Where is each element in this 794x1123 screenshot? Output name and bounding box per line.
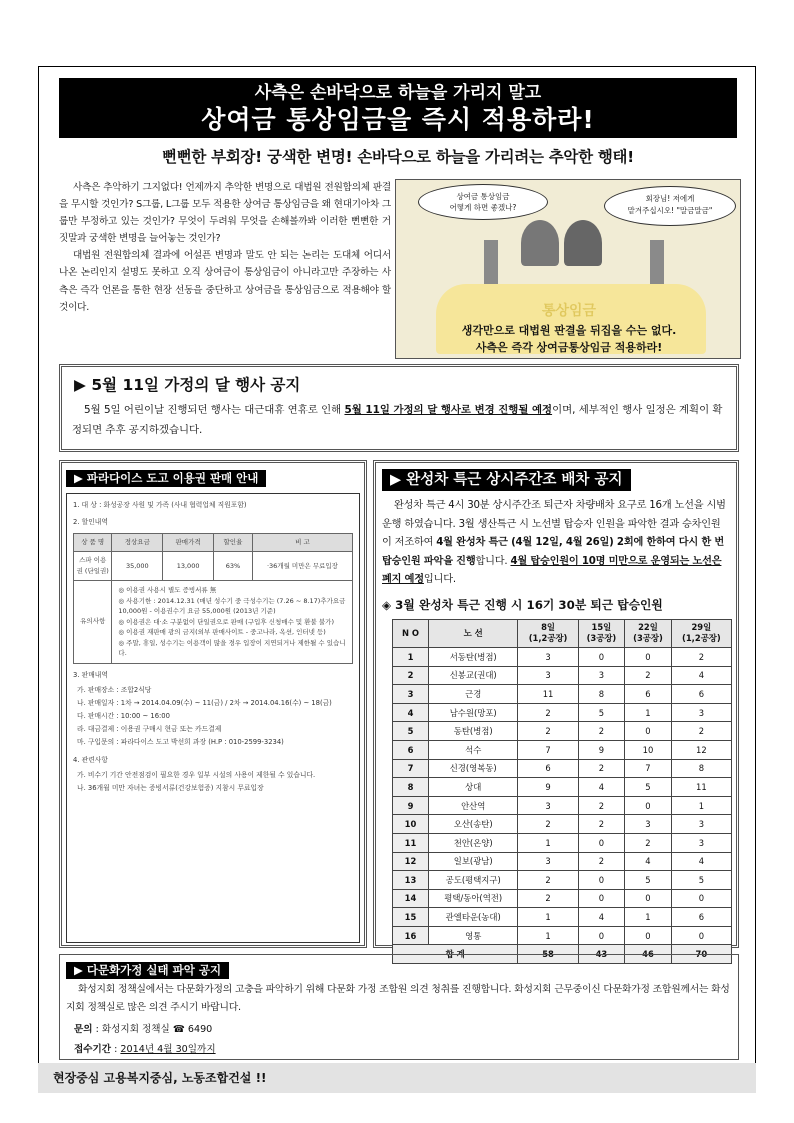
rider-count: 4 — [578, 908, 625, 927]
rider-count: 0 — [625, 926, 672, 945]
rider-count: 9 — [518, 778, 578, 797]
rider-count: 2 — [518, 703, 578, 722]
table-row — [393, 833, 732, 852]
rider-count: 1 — [518, 908, 578, 927]
table-row — [393, 852, 732, 871]
route-number: 9 — [393, 796, 429, 815]
rider-count: 3 — [671, 815, 731, 834]
bus-body: 완성차 특근 4시 30분 상시주간조 퇴근자 차량배차 요구로 16개 노선을 시범운행 하였습니다. 3월 생산특근 시 노선별 탑승자 인원을 파악한 결과 승차인원이 저조하여 4월 완성차 특근 (4월 12일, 4월 26일) 2회에 한하여 다시 한 번 탑승인원 파악을 진행합니다. 4월 탑승인원이 10명 미만으로 운영되는 노선은 폐지 예정입니다. — [382, 500, 726, 586]
route-number: 4 — [393, 703, 429, 722]
table-row — [393, 926, 732, 945]
route-number: 11 — [393, 833, 429, 852]
rider-count: 0 — [578, 833, 625, 852]
rider-count: 6 — [671, 908, 731, 927]
rider-count: 0 — [671, 926, 731, 945]
rider-count: 2 — [671, 647, 731, 666]
rider-count: 2 — [671, 722, 731, 741]
rider-count: 3 — [625, 815, 672, 834]
rider-count: 1 — [625, 908, 672, 927]
route-number: 8 — [393, 778, 429, 797]
newsletter-page — [38, 66, 756, 1078]
rider-count: 6 — [671, 685, 731, 704]
route-number: 12 — [393, 852, 429, 871]
rider-count: 6 — [625, 685, 672, 704]
paradise-ticket-notice — [59, 460, 367, 948]
table-row — [393, 815, 732, 834]
rider-count: 2 — [578, 852, 625, 871]
related-list: 가. 비수기 기간 안전점검이 필요한 경우 일부 시설의 사용이 제한될 수 있습니다. 나. 36개월 미만 자녀는 증빙서류(건강보험증) 지참시 무료입장 — [77, 770, 316, 792]
paradise-item-4: 4. 관련사항 — [73, 755, 108, 764]
route-name: 공도(평택지구) — [429, 871, 518, 890]
table-row — [393, 685, 732, 704]
headline-banner — [59, 78, 737, 138]
desk-plate-text: 통상임금 — [541, 303, 597, 319]
rider-count: 11 — [671, 778, 731, 797]
route-name: 관엘타운(농대) — [429, 908, 518, 927]
speech-bubble-left: 상여금 통상임금 어떻게 하면 좋겠나? — [418, 184, 548, 220]
route-number: 1 — [393, 647, 429, 666]
route-name: 신경(영복동) — [429, 759, 518, 778]
rider-count: 2 — [578, 815, 625, 834]
multicultural-notice — [59, 954, 739, 1060]
route-number: 16 — [393, 926, 429, 945]
route-number: 3 — [393, 685, 429, 704]
rider-count: 10 — [625, 740, 672, 759]
speech-bubble-right: 회장님! 저에게 맡겨주십시오! "말금말금" — [604, 186, 736, 226]
route-name: 신봉교(권대) — [429, 666, 518, 685]
rider-count: 0 — [578, 926, 625, 945]
route-name: 서동탄(병점) — [429, 647, 518, 666]
paradise-document — [66, 493, 360, 943]
route-number: 2 — [393, 666, 429, 685]
rider-count: 3 — [671, 703, 731, 722]
route-number: 7 — [393, 759, 429, 778]
intro-paragraph-1: 사측은 추악하기 그지없다! 언제까지 추악한 변명으로 대법원 전원합의체 판결을 무시할 것인가? S그룹, L그룹 모두 적용한 상여금 통상임금을 왜 현대기아차 그룹만 부정하고 있는 것인가? 무엇이 두려워 무엇을 손해볼까봐 이러한 뻔뻔한 거짓말과 궁색한 변명을 늘어놓는 것인가? — [59, 182, 391, 245]
route-name: 일보(광남) — [429, 852, 518, 871]
rider-count: 3 — [578, 666, 625, 685]
rider-count: 12 — [671, 740, 731, 759]
footer-slogan: 현장중심 고용복지중심, 노동조합건설 !! — [38, 1063, 756, 1093]
cartoon-caption: 생각만으로 대법원 판결을 뒤집을 수는 없다. 사측은 즉각 상여금통상임금 적용하라! — [461, 324, 677, 354]
rider-count: 1 — [625, 703, 672, 722]
rider-count: 5 — [625, 778, 672, 797]
rider-count: 7 — [625, 759, 672, 778]
sales-list: 가. 판매장소 : 조합2식당 나. 판매일자 : 1차 → 2014.04.09(수) ~ 11(금) / 2차 → 2014.04.16(수) ~ 18(금) 다. 판매시간 : 10:00 ~ 16:00 라. 대금결제 : 이용권 구매시 현금 또는 카드결제 마. 구입문의 : 파라다이스 도고 박선희 과장 (H.P : 010-2599-3234) — [77, 685, 332, 746]
rider-count: 2 — [518, 889, 578, 908]
route-name: 상대 — [429, 778, 518, 797]
rider-count: 0 — [625, 647, 672, 666]
total-row: 합 계 58 43 46 70 — [393, 945, 732, 964]
rider-count: 3 — [518, 796, 578, 815]
route-name: 오산(송탄) — [429, 815, 518, 834]
table-row — [393, 759, 732, 778]
table-row — [393, 647, 732, 666]
multicultural-body: 화성지회 정책실에서는 다문화가정의 고충을 파악하기 위해 다문화 가정 조합원 의견 청취를 진행합니다. 화성지회 근무중이신 다문화가정 조합원께서는 화성지회 정책실로 많은 의견 주시기 바랍니다. — [66, 984, 730, 1013]
rider-count: 0 — [578, 647, 625, 666]
table-row: 스파 이용권 (단일권) 35,000 13,000 63% ·36개월 미만은 무료입장 — [74, 552, 353, 581]
rider-count: 0 — [671, 889, 731, 908]
route-number: 13 — [393, 871, 429, 890]
route-name: 남수원(망포) — [429, 703, 518, 722]
table-row — [393, 871, 732, 890]
rider-count: 5 — [625, 871, 672, 890]
rider-count: 5 — [671, 871, 731, 890]
rider-count: 2 — [625, 666, 672, 685]
route-name: 동탄(병점) — [429, 722, 518, 741]
headline-line-1: 사측은 손바닥으로 하늘을 가리지 말고 — [254, 83, 542, 103]
route-name: 안산역 — [429, 796, 518, 815]
table-row: 유의사항 ◎ 이용권 사용시 별도 증빙서류 無 ◎ 사용기한 : 2014.12.31 (매년 성수기 중 극성수기는 (7.26 ~ 8.17)추가요금 10,000원 - 이용권수기 요금 55,000원 (2013년 기준) ◎ 이용권은 대·소 구분없이 단일권으로 판매 (구입후 신청매수 및 환불 불가) ◎ 이용권 재판매 광의 금지(외부 판매사이트 - 중고나라, 옥션, 인터넷 등) ◎ 주말, 휴일, 성수기는 이용객이 많을 경우 입장이 지연되거나 제한될 수 있습니다. — [74, 581, 353, 664]
rider-count: 5 — [578, 703, 625, 722]
rider-count: 0 — [578, 889, 625, 908]
rider-count: 2 — [578, 759, 625, 778]
subtitle: 뻔뻔한 부회장! 궁색한 변명! 손바닥으로 하늘을 가리려는 추악한 행태! — [162, 148, 634, 166]
table-row — [393, 722, 732, 741]
paradise-item-3: 3. 판매내역 — [73, 670, 108, 679]
rider-count: 4 — [578, 778, 625, 797]
rider-count: 1 — [518, 926, 578, 945]
table-row — [393, 740, 732, 759]
bus-table-subtitle: ◈ 3월 완성차 특근 진행 시 16기 30분 퇴근 탑승인원 — [382, 597, 663, 612]
table-row — [393, 666, 732, 685]
rider-count: 1 — [518, 833, 578, 852]
bus-table-body — [393, 647, 732, 945]
intro-article — [59, 179, 391, 316]
rules-cell: ◎ 이용권 사용시 별도 증빙서류 無 ◎ 사용기한 : 2014.12.31 (매년 성수기 중 극성수기는 (7.26 ~ 8.17)추가요금 10,000원 - 이용권수기 요금 55,000원 (2013년 기준) ◎ 이용권은 대·소 구분없이 단일권으로 판매 (구입후 신청매수 및 환불 불가) ◎ 이용권 재판매 광의 금지(외부 판매사이트 - 중고나라, 옥션, 인터넷 등) ◎ 주말, 휴일, 성수기는 이용객이 많을 경우 입장이 지연되거나 제한될 수 있습니다. — [112, 581, 353, 664]
family-month-title: ▶ 5월 11일 가정의 달 행사 공지 — [74, 376, 301, 394]
table-row — [393, 796, 732, 815]
rider-count: 0 — [578, 871, 625, 890]
rider-count: 4 — [671, 852, 731, 871]
rider-count: 3 — [518, 666, 578, 685]
route-number: 15 — [393, 908, 429, 927]
rider-count: 7 — [518, 740, 578, 759]
bus-ridership-table: N O 노 선 8일 (1,2공장) 15일 (3공장) 22일 (3공장) 29일 (1,2공장) 1 서동탄(병점) 3 0 0 2 2 신봉교(권대) 3 3 2 4 3 근경 11 8 6 6 4 남수원(망포) 2 5 1 3 5 동탄(병점) 2 2 0 2 6 석수 7 9 10 12 7 신경(영복동) 6 2 7 8 8 상대 9 4 5 11 9 안산역 3 2 0 1 10 오산(송탄) 2 2 3 3 11 천안(온양) 1 0 2 3 12 일보(광남) 3 2 4 4 13 공도(평택지구) 2 0 5 5 14 평택/동아(역전) 2 0 0 0 15 관엘타운(농대) 1 4 1 6 16 영통 1 0 0 0 합 계 58 43 46 70 — [392, 619, 732, 964]
rider-count: 9 — [578, 740, 625, 759]
route-name: 영통 — [429, 926, 518, 945]
table-row — [393, 908, 732, 927]
rider-count: 2 — [518, 722, 578, 741]
shuttle-bus-notice — [373, 460, 739, 960]
route-number: 5 — [393, 722, 429, 741]
table-row — [393, 778, 732, 797]
table-row — [393, 703, 732, 722]
discount-table: 상 품 명 정상요금 판매가격 할인율 비 고 스파 이용권 (단일권) 35,000 13,000 63% ·36개월 미만은 무료입장 유의사항 ◎ 이용권 사용시 별도 증빙서류 無 ◎ 사용기한 : 2014.12.31 (매년 성수기 중 극성수기는 (7.26 ~ 8.17)추가요금 10,000원 - 이용권수기 요금 55,000원 (2013년 기준) ◎ 이용권은 대·소 구분없이 단일권으로 판매 (구입후 신청매수 및 환불 불가) ◎ 이용권 재판매 광의 금지(외부 판매사이트 - 중고나라, 옥션, 인터넷 등) ◎ 주말, 휴일, 성수기는 이용객이 많을 경우 입장이 지연되거나 제한될 수 있습니다. — [73, 533, 353, 664]
rider-count: 8 — [671, 759, 731, 778]
route-name: 근경 — [429, 685, 518, 704]
contact-info: 문의 : 화성지회 정책실 ☎ 6490 접수기간 : 2014년 4월 30일까지 — [74, 1024, 216, 1055]
family-month-notice — [59, 364, 739, 452]
rider-count: 2 — [518, 815, 578, 834]
rider-count: 0 — [625, 889, 672, 908]
headline-line-2: 상여금 통상임금을 즉시 적용하라! — [201, 105, 595, 134]
rider-count: 1 — [671, 796, 731, 815]
route-name: 평택/동아(역전) — [429, 889, 518, 908]
route-name: 석수 — [429, 740, 518, 759]
rider-count: 4 — [625, 852, 672, 871]
bus-title: ▶ 완성차 특근 상시주간조 배차 공지 — [382, 469, 631, 491]
rider-count: 2 — [625, 833, 672, 852]
rider-count: 6 — [518, 759, 578, 778]
rider-count: 2 — [578, 796, 625, 815]
figure-left-illustration — [521, 220, 559, 266]
paradise-item-2: 2. 할인내역 — [73, 518, 108, 526]
table-row — [393, 889, 732, 908]
multicultural-title: ▶ 다문화가정 실태 파악 공지 — [66, 962, 229, 979]
paradise-title: ▶ 파라다이스 도고 이용권 판매 안내 — [66, 470, 266, 487]
rider-count: 3 — [518, 852, 578, 871]
paradise-item-1: 1. 대 상 : 화성공장 사원 및 가족 (사내 협력업체 직원포함) — [73, 501, 247, 509]
intro-paragraph-2: 대법원 전원합의체 결과에 어설픈 변명과 말도 안 되는 논리는 도대체 어디서 나온 논리인지 설명도 못하고 오직 상여금이 통상임금이 아니라고만 주장하는 사측은 즉각 언론을 통한 현장 선동을 중단하고 상여금을 통상임금으로 적용해야 할 것이다. — [59, 250, 391, 313]
rider-count: 3 — [671, 833, 731, 852]
rider-count: 11 — [518, 685, 578, 704]
rider-count: 8 — [578, 685, 625, 704]
family-month-body: 5월 5일 어린이날 진행되던 행사는 대근대휴 연휴로 인해 5월 11일 가정의 달 행사로 변경 진행될 예정이며, 세부적인 행사 일정은 계획이 확정되면 추후 공지하겠습니다. — [72, 404, 723, 436]
rider-count: 0 — [625, 722, 672, 741]
rider-count: 2 — [518, 871, 578, 890]
route-number: 10 — [393, 815, 429, 834]
rider-count: 4 — [671, 666, 731, 685]
figure-right-illustration — [564, 220, 602, 266]
rider-count: 3 — [518, 647, 578, 666]
rider-count: 2 — [578, 722, 625, 741]
rider-count: 0 — [625, 796, 672, 815]
route-number: 14 — [393, 889, 429, 908]
cartoon-illustration — [395, 179, 741, 359]
route-name: 천안(온양) — [429, 833, 518, 852]
route-number: 6 — [393, 740, 429, 759]
